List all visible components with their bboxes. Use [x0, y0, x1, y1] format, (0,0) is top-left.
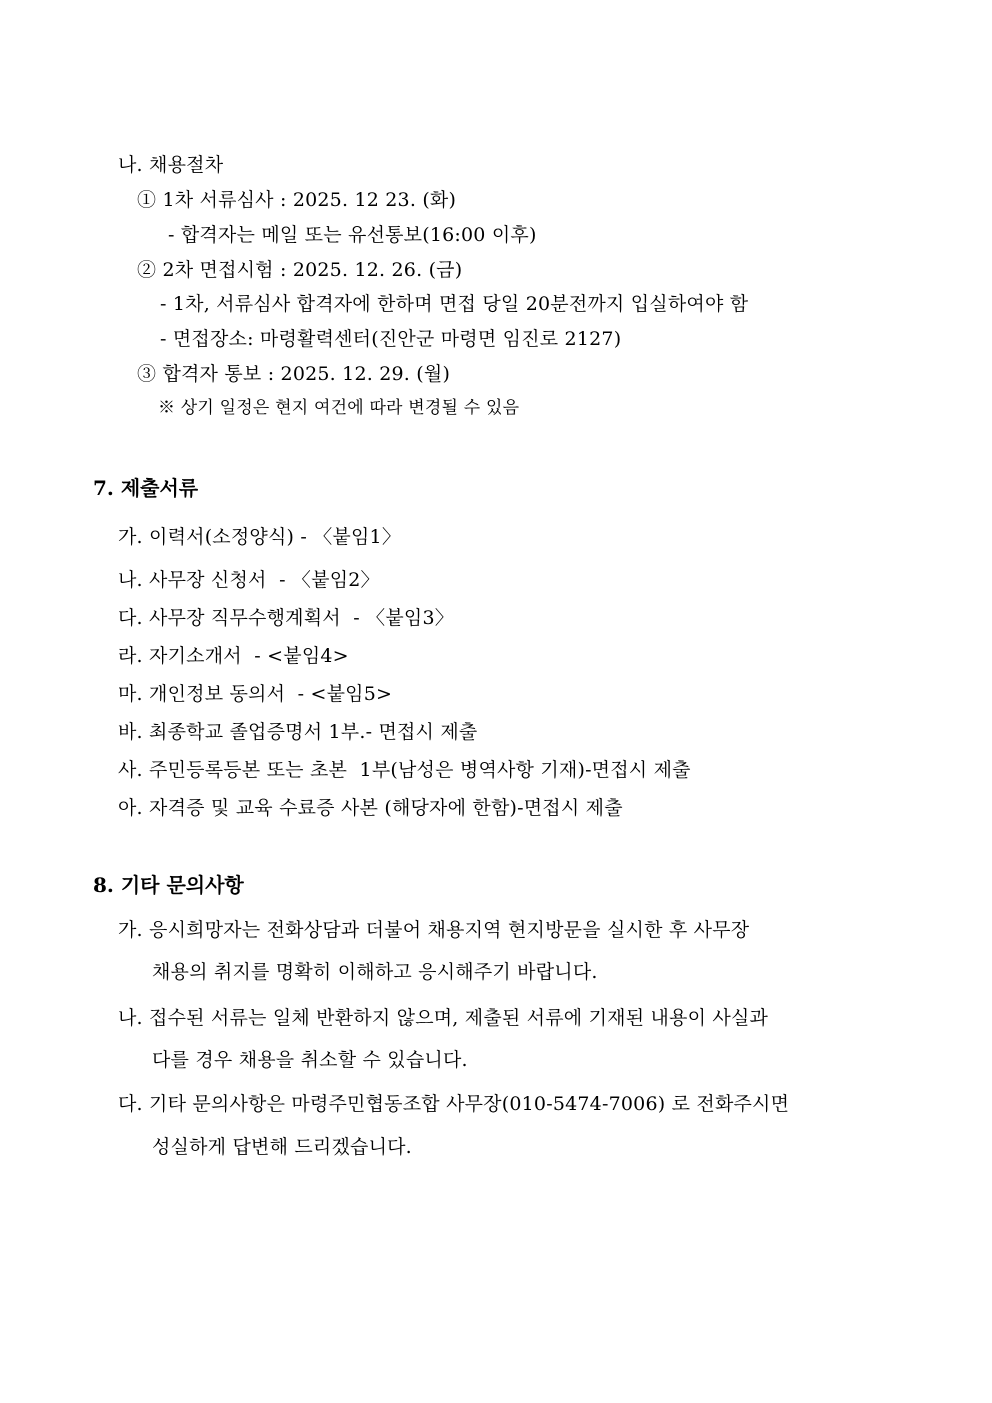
procedure-title: 나. 채용절차 — [118, 154, 224, 176]
inquiry-item-line-1: 나. 접수된 서류는 일체 반환하지 않으며, 제출된 서류에 기재된 내용이 사실과 — [118, 1007, 769, 1029]
procedure-step-2-note-2: - 면접장소: 마령활력센터(진안군 마령면 임진로 2127) — [160, 328, 622, 350]
inquiry-item-line-2: 성실하게 답변해 드리겠습니다. — [152, 1136, 412, 1158]
inquiry-item-line-2: 다를 경우 채용을 취소할 수 있습니다. — [152, 1049, 468, 1071]
procedure-step-1-note: - 합격자는 메일 또는 유선통보(16:00 이후) — [168, 224, 537, 246]
section-7-heading: 7. 제출서류 — [93, 476, 199, 500]
document-list-item: 아. 자격증 및 교육 수료증 사본 (해당자에 한함)-면접시 제출 — [118, 797, 623, 819]
document-list-item: 마. 개인정보 동의서 - <붙임5> — [118, 683, 393, 705]
document-list-item: 나. 사무장 신청서 - 〈붙임2〉 — [118, 569, 380, 591]
procedure-step-3: ③ 합격자 통보 : 2025. 12. 29. (월) — [137, 363, 451, 385]
procedure-notice: ※ 상기 일정은 현지 여건에 따라 변경될 수 있음 — [158, 398, 520, 418]
inquiry-item-line-2: 채용의 취지를 명확히 이해하고 응시해주기 바랍니다. — [152, 961, 598, 983]
procedure-step-1: ① 1차 서류심사 : 2025. 12 23. (화) — [137, 189, 457, 211]
inquiry-item-line-1: 다. 기타 문의사항은 마령주민협동조합 사무장(010-5474-7006) 로 전화주시면 — [118, 1093, 790, 1115]
section-8-heading: 8. 기타 문의사항 — [93, 873, 244, 897]
procedure-step-2: ② 2차 면접시험 : 2025. 12. 26. (금) — [137, 259, 463, 281]
document-list-item: 라. 자기소개서 - <붙임4> — [118, 645, 349, 667]
document-list-item: 바. 최종학교 졸업증명서 1부.- 면접시 제출 — [118, 721, 478, 743]
document-list-item: 다. 사무장 직무수행계획서 - 〈붙임3〉 — [118, 607, 454, 629]
document-list-item: 가. 이력서(소정양식) - 〈붙임1〉 — [118, 526, 402, 548]
procedure-step-2-note-1: - 1차, 서류심사 합격자에 한하며 면접 당일 20분전까지 입실하여야 함 — [160, 293, 749, 315]
document-list-item: 사. 주민등록등본 또는 초본 1부(남성은 병역사항 기재)-면접시 제출 — [118, 759, 691, 781]
inquiry-item-line-1: 가. 응시희망자는 전화상담과 더불어 채용지역 현지방문을 실시한 후 사무장 — [118, 919, 750, 941]
